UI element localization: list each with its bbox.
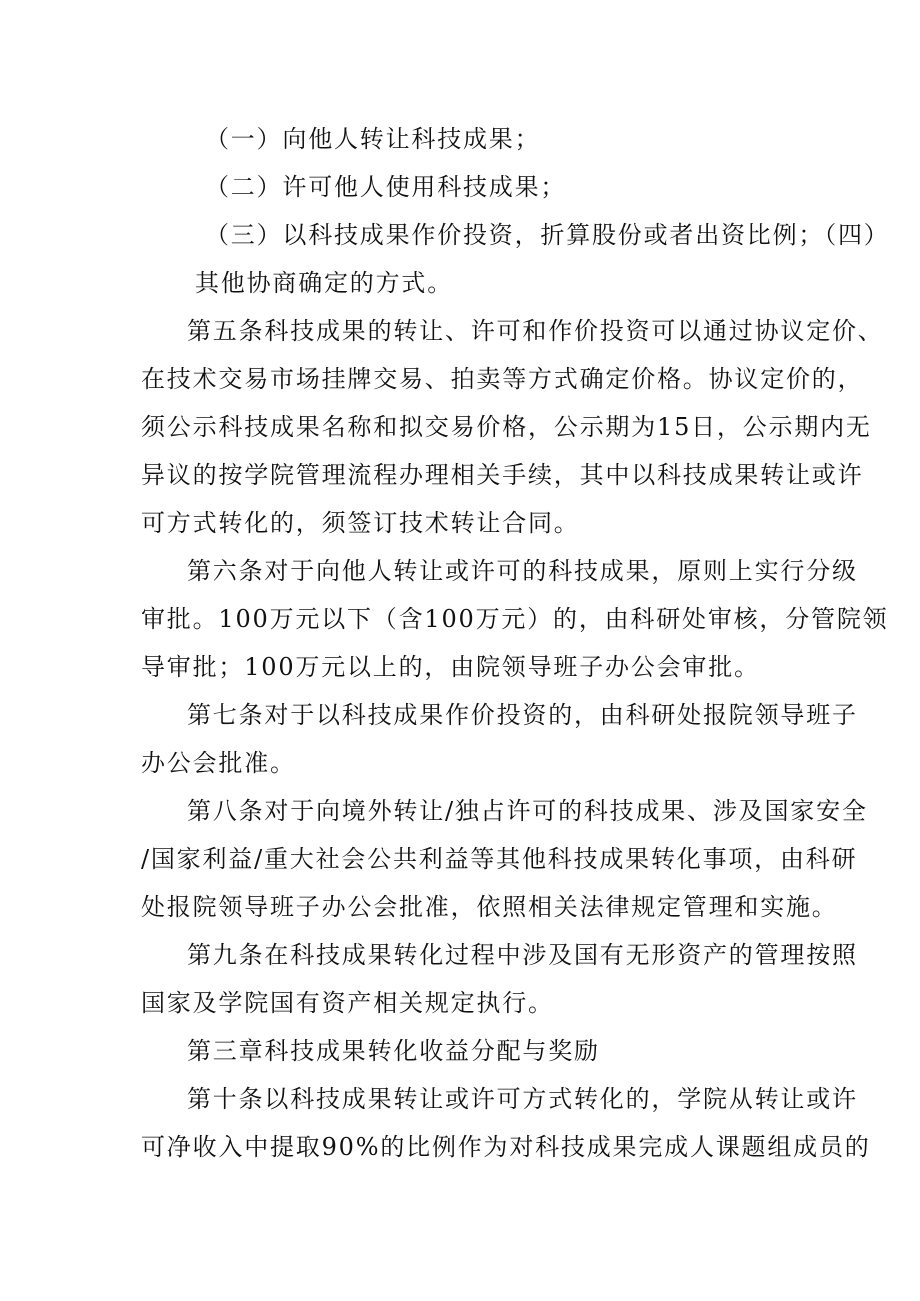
paragraph-article-9-line-2: 国家及学院国有资产相关规定执行。 <box>141 989 554 1017</box>
paragraph-article-5-line-2: 在技术交易市场挂牌交易、拍卖等方式确定价格。协议定价的， <box>141 365 864 393</box>
paragraph-article-6-line-1: 第六条对于向他人转让或许可的科技成果，原则上实行分级 <box>187 557 858 585</box>
paragraph-article-5-line-1: 第五条科技成果的转让、许可和作价投资可以通过协议定价、 <box>187 317 884 345</box>
list-item-3: （三）以科技成果作价投资，折算股份或者出资比例；（四） <box>205 221 890 249</box>
paragraph-article-7-line-1: 第七条对于以科技成果作价投资的，由科研处报院领导班子 <box>187 701 858 729</box>
paragraph-article-7-line-2: 办公会批准。 <box>141 749 296 777</box>
chapter-heading: 第三章科技成果转化收益分配与奖励 <box>187 1037 600 1065</box>
list-item-1: （一）向他人转让科技成果； <box>205 125 541 153</box>
list-item-2: （二）许可他人使用科技成果； <box>205 173 567 201</box>
paragraph-article-10-line-1: 第十条以科技成果转让或许可方式转化的，学院从转让或许 <box>187 1085 858 1113</box>
paragraph-article-8-line-3: 处报院领导班子办公会批准，依照相关法律规定管理和实施。 <box>141 893 838 921</box>
list-item-4: 其他协商确定的方式。 <box>195 269 453 297</box>
paragraph-article-8-line-2: /国家利益/重大社会公共利益等其他科技成果转化事项，由科研 <box>141 845 858 873</box>
paragraph-article-8-line-1: 第八条对于向境外转让/独占许可的科技成果、涉及国家安全 <box>187 797 868 825</box>
paragraph-article-5-line-4: 异议的按学院管理流程办理相关手续，其中以科技成果转让或许 <box>141 461 864 489</box>
paragraph-article-10-line-2: 可净收入中提取90%的比例作为对科技成果完成人课题组成员的 <box>141 1133 871 1161</box>
paragraph-article-5-line-3: 须公示科技成果名称和拟交易价格，公示期为15日，公示期内无 <box>141 413 872 441</box>
paragraph-article-6-line-2: 审批。100万元以下（含100万元）的，由科研处审核，分管院领 <box>141 605 889 633</box>
paragraph-article-9-line-1: 第九条在科技成果转化过程中涉及国有无形资产的管理按照 <box>187 941 858 969</box>
paragraph-article-6-line-3: 导审批；100万元以上的，由院领导班子办公会审批。 <box>141 653 760 681</box>
paragraph-article-5-line-5: 可方式转化的，须签订技术转让合同。 <box>141 509 580 537</box>
